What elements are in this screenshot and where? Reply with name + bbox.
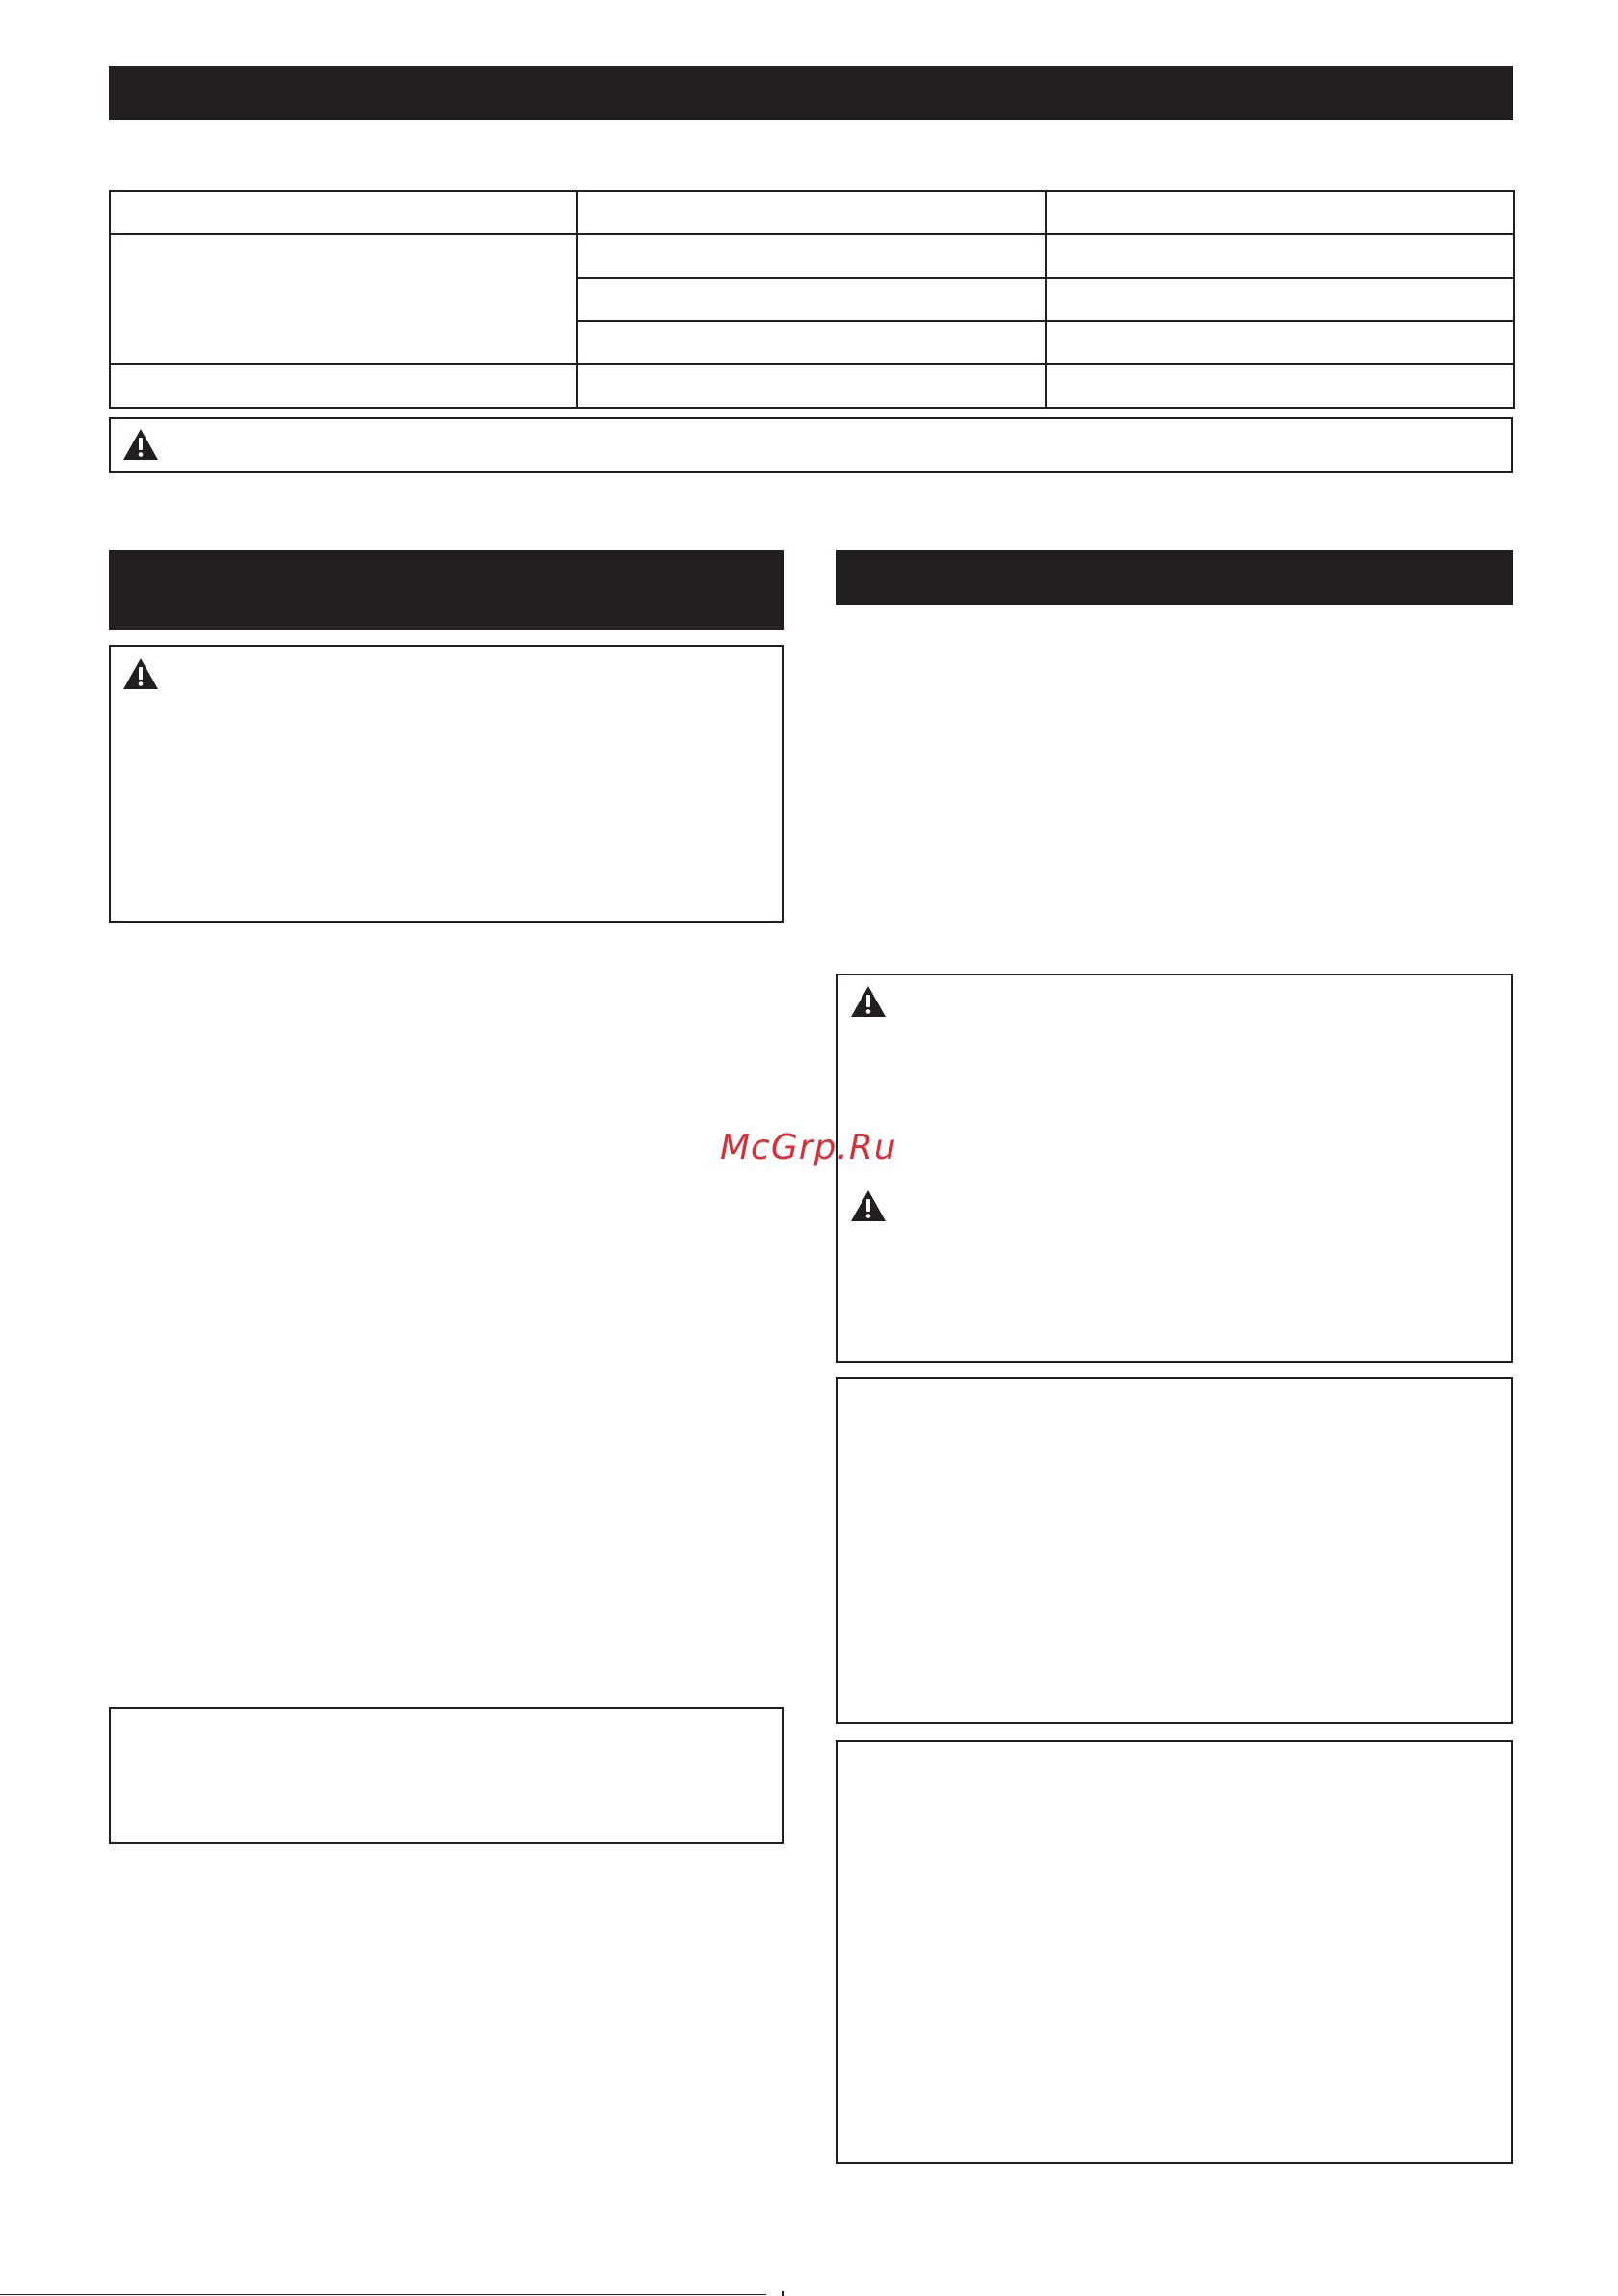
table-cell xyxy=(1046,364,1514,408)
warning-box-right xyxy=(836,974,1513,1363)
table-cell xyxy=(577,321,1046,364)
table-cell xyxy=(1046,234,1514,278)
table-cell xyxy=(1046,321,1514,364)
footer-tick xyxy=(782,2291,784,2296)
section-header-bar-right xyxy=(836,550,1513,605)
watermark: McGrp.Ru xyxy=(720,1128,897,1167)
notice-box-right-middle xyxy=(836,1377,1513,1724)
warning-triangle-icon xyxy=(850,1189,887,1222)
table-cell xyxy=(1046,278,1514,321)
table-row xyxy=(110,191,1514,234)
table-cell xyxy=(110,364,577,408)
table-cell xyxy=(577,364,1046,408)
warning-triangle-icon xyxy=(850,985,887,1018)
footer-rule xyxy=(0,2294,766,2295)
specifications-table xyxy=(109,190,1515,409)
table-row xyxy=(110,234,1514,278)
warning-box-top xyxy=(109,417,1513,473)
section-header-bar-left xyxy=(109,550,784,630)
notice-box-right-bottom xyxy=(836,1740,1513,2164)
table-cell xyxy=(577,191,1046,234)
table-cell xyxy=(577,278,1046,321)
section-header-bar-top xyxy=(109,66,1513,120)
warning-box-left xyxy=(109,645,784,923)
table-cell-merged xyxy=(110,234,577,364)
warning-triangle-icon xyxy=(122,657,159,690)
table-cell xyxy=(110,191,577,234)
notice-box-left xyxy=(109,1707,784,1844)
table-cell xyxy=(577,234,1046,278)
table-row xyxy=(110,364,1514,408)
warning-triangle-icon xyxy=(122,428,159,461)
table-cell xyxy=(1046,191,1514,234)
